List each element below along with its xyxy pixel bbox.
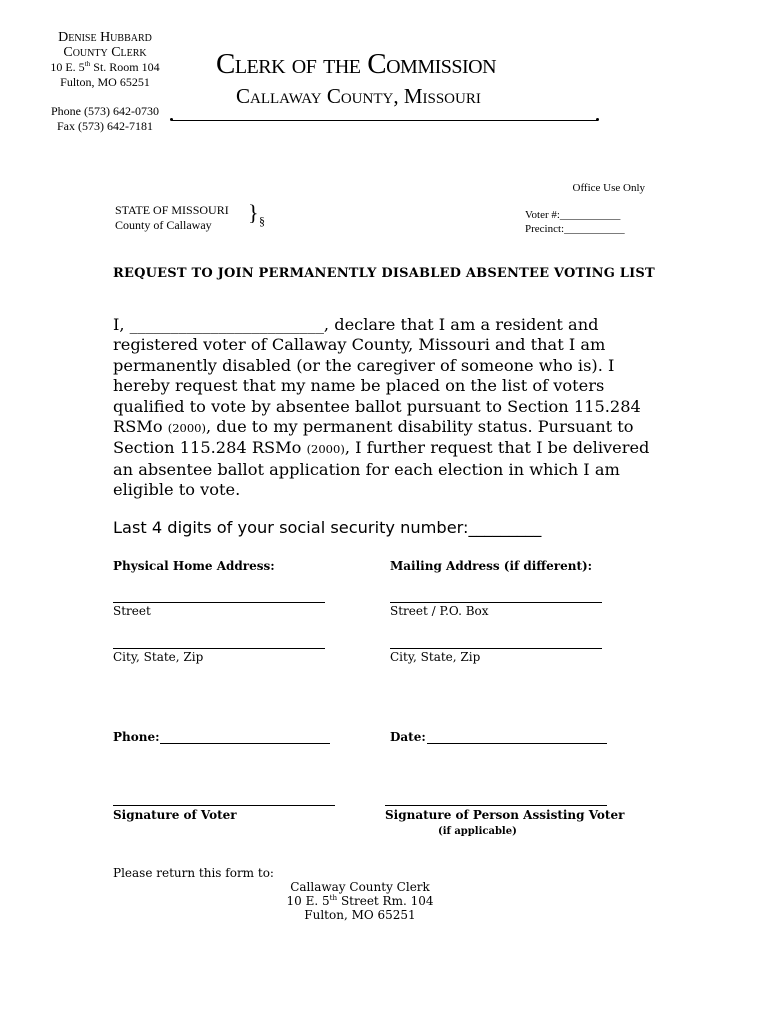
clerk-city: Fulton, MO 65251 (60, 75, 150, 89)
voter-number-field[interactable]: Voter #:___________ (525, 209, 621, 221)
voter-signature-line[interactable] (113, 805, 335, 806)
jurisdiction (115, 203, 229, 233)
office-use-fields (525, 208, 625, 236)
phone-label: Phone: (113, 730, 160, 744)
assistant-signature-line[interactable] (385, 805, 607, 806)
header-rule (172, 120, 598, 121)
rule-dot-right (596, 118, 599, 121)
clerk-title: County Clerk (63, 45, 147, 60)
clerk-name: Denise Hubbard (58, 30, 152, 45)
office-use-label: Office Use Only (572, 182, 645, 194)
precinct-field[interactable]: Precinct:___________ (525, 223, 625, 235)
rule-dot-left (170, 118, 173, 121)
assistant-signature-label: Signature of Person Assisting Voter (385, 808, 625, 822)
phone-line[interactable] (160, 743, 330, 744)
declaration-part-1: I, ________________________, declare that I am a resident and registered voter of Callaway County, Missouri and that I am permanently disabled (or the caregiver of someone who is). I hereby request that my name be placed on the list of voters qualified to vote by absentee ballot pursuant to Section 115.284 RSMo (113, 315, 641, 437)
city-state-zip-label: City, State, Zip (113, 650, 204, 664)
declaration-part-3: , I further request that I be delivered an absentee ballot application for each election in which I am eligible to vote. (113, 438, 650, 500)
mailing-address-label: Mailing Address (if different): (390, 559, 593, 573)
page-title: Clerk of the Commission (216, 48, 497, 80)
county-label: County of Callaway (115, 218, 212, 232)
declaration-part-2: , due to my permanent disability status. Pursuant to Section 115.284 RSMo (113, 417, 634, 458)
form-title: REQUEST TO JOIN PERMANENTLY DISABLED ABSENTEE VOTING LIST (113, 266, 655, 281)
street-label: Street (113, 604, 151, 618)
clerk-fax: Fax (573) 642-7181 (57, 119, 153, 133)
clerk-phone: Phone (573) 642-0730 (51, 104, 159, 118)
physical-address-label: Physical Home Address: (113, 559, 275, 573)
city-state-zip-label-2: City, State, Zip (390, 650, 481, 664)
physical-street-line[interactable] (113, 602, 325, 603)
year-2: (2000) (306, 442, 345, 457)
date-label: Date: (390, 730, 426, 744)
year-1: (2000) (167, 421, 206, 436)
return-line-2: 10 E. 5th Street Rm. 104 (286, 893, 434, 908)
return-label: Please return this form to: (113, 866, 274, 880)
brace-symbol: } (248, 200, 259, 225)
declaration-paragraph (113, 315, 673, 501)
street-po-label: Street / P.O. Box (390, 604, 489, 618)
date-line[interactable] (427, 743, 607, 744)
section-sign: § (259, 214, 265, 228)
ssn-field[interactable]: Last 4 digits of your social security number:_________ (113, 518, 542, 537)
return-line-3: Fulton, MO 65251 (304, 908, 416, 922)
assistant-note: (if applicable) (438, 826, 517, 837)
clerk-address: 10 E. 5th St. Room 104 (50, 60, 160, 74)
page-subtitle: Callaway County, Missouri (236, 84, 481, 108)
state-label: STATE OF MISSOURI (115, 203, 229, 217)
mailing-street-line[interactable] (390, 602, 602, 603)
physical-city-line[interactable] (113, 648, 325, 649)
return-line-1: Callaway County Clerk (290, 880, 430, 894)
mailing-city-line[interactable] (390, 648, 602, 649)
voter-signature-label: Signature of Voter (113, 808, 237, 822)
return-address (280, 880, 440, 922)
clerk-info (40, 30, 170, 134)
